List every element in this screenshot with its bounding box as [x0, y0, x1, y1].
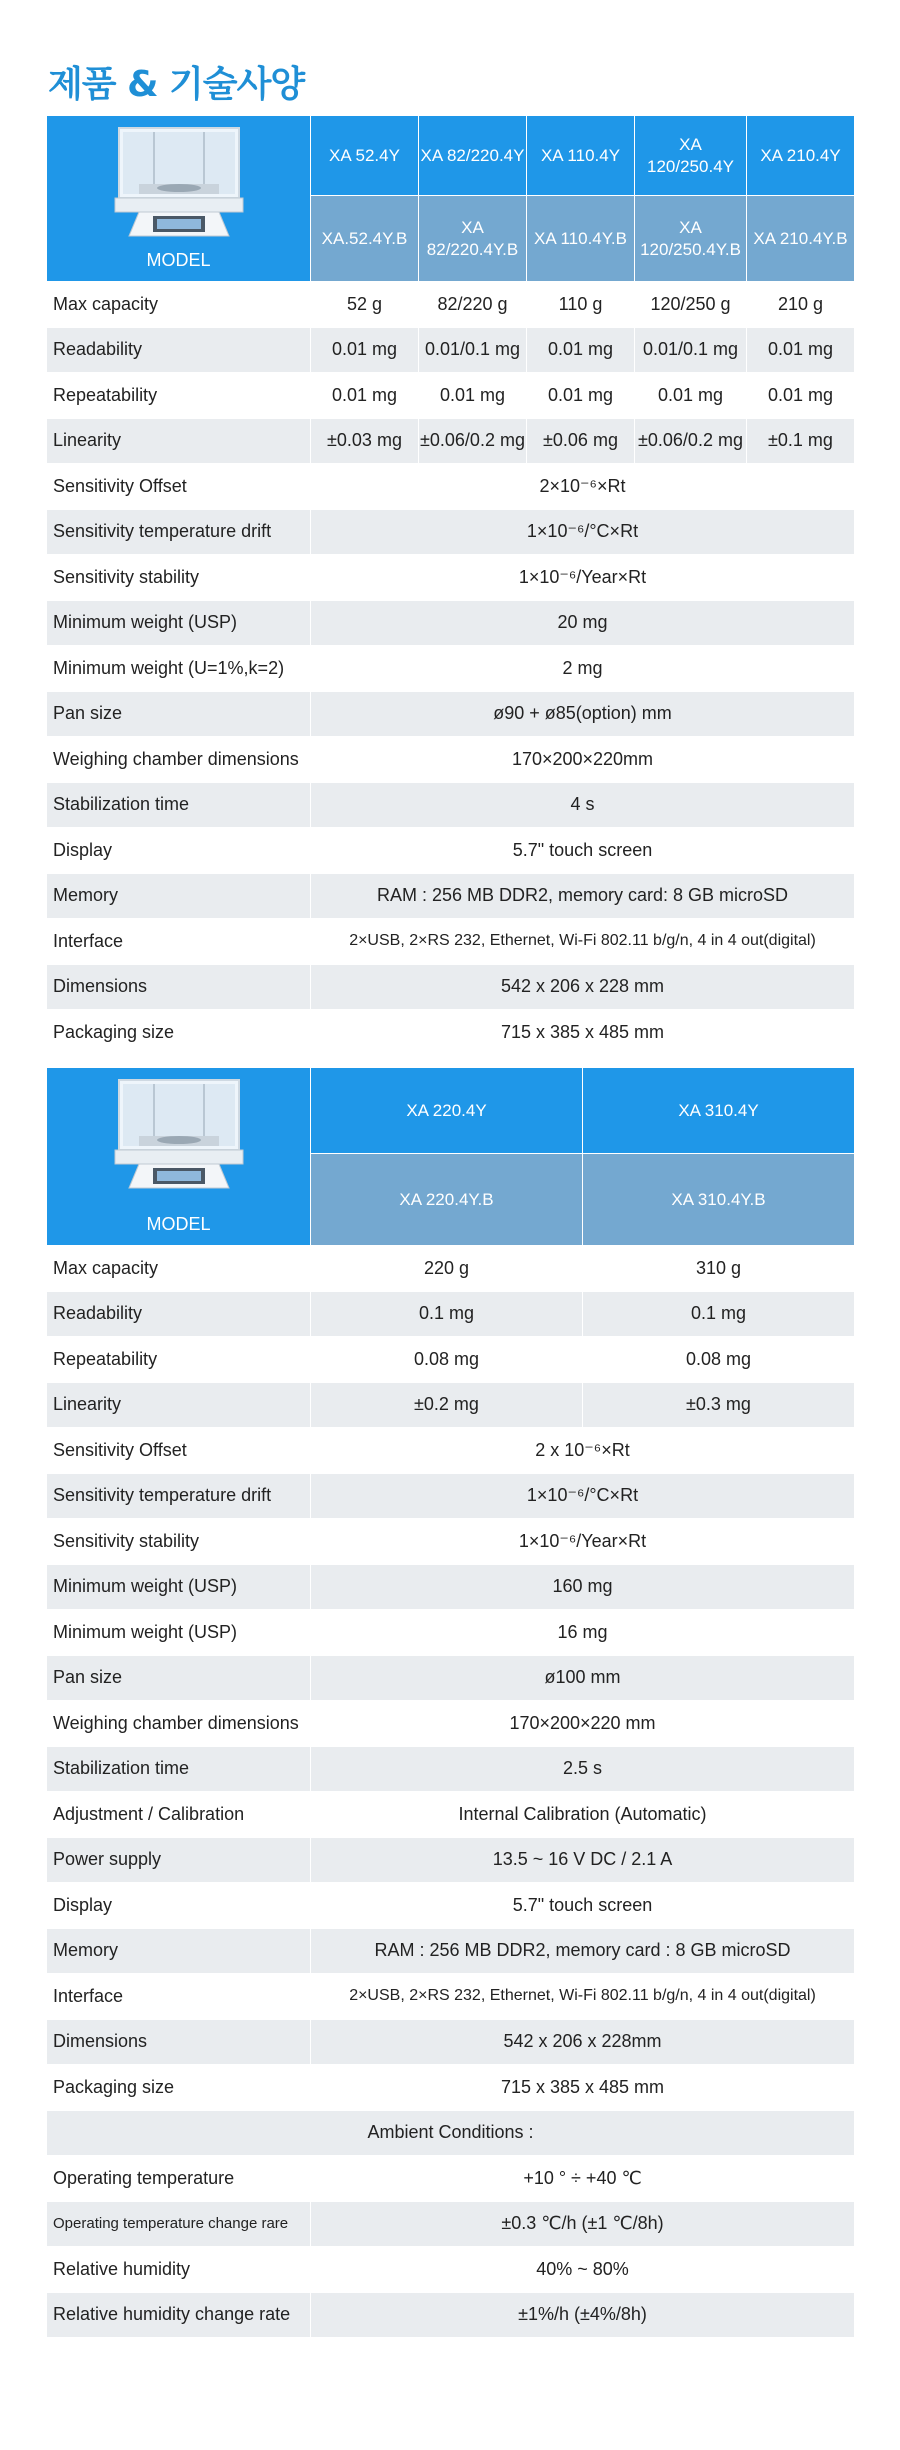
- row-label: Power supply: [47, 1837, 311, 1883]
- model-variant-header: XA 210.4Y.B: [747, 196, 855, 282]
- row-label: Memory: [47, 1928, 311, 1974]
- cell-value: 0.1 mg: [583, 1291, 855, 1337]
- cell-value: 0.01 mg: [747, 373, 855, 419]
- row-label: Display: [47, 828, 311, 874]
- table-row: [47, 782, 855, 828]
- cell-value: ø90 + ø85(option) mm: [311, 691, 855, 737]
- model-variant-header: XA 310.4Y.B: [583, 1154, 855, 1246]
- table-row: [47, 1337, 855, 1383]
- cell-value: RAM : 256 MB DDR2, memory card : 8 GB microSD: [311, 1928, 855, 1974]
- cell-value: 82/220 g: [419, 282, 527, 328]
- cell-value: 0.08 mg: [583, 1337, 855, 1383]
- cell-value: 170×200×220mm: [311, 737, 855, 783]
- row-label: Readability: [47, 327, 311, 373]
- cell-value: 110 g: [527, 282, 635, 328]
- spec-table-1: [46, 115, 855, 1056]
- cell-value: 5.7" touch screen: [311, 1883, 855, 1929]
- row-label: Adjustment / Calibration: [47, 1792, 311, 1838]
- table-row: [47, 1792, 855, 1838]
- cell-value: 40% ~ 80%: [311, 2247, 855, 2293]
- model-label: MODEL: [146, 1214, 211, 1234]
- model-cell: [47, 1068, 311, 1246]
- cell-value: ±0.1 mg: [747, 418, 855, 464]
- cell-value: ±0.2 mg: [311, 1382, 583, 1428]
- cell-value: ±0.06/0.2 mg: [419, 418, 527, 464]
- spec-table-2: [46, 1067, 855, 2338]
- model-variant-header: XA 82/220.4Y.B: [419, 196, 527, 282]
- table-row: [47, 828, 855, 874]
- table-row: [47, 600, 855, 646]
- cell-value: 20 mg: [311, 600, 855, 646]
- cell-value: 1×10⁻⁶/°C×Rt: [311, 509, 855, 555]
- row-label: Operating temperature: [47, 2156, 311, 2202]
- table-row: [47, 737, 855, 783]
- model-label: MODEL: [146, 250, 211, 270]
- table-row: [47, 691, 855, 737]
- cell-value: 0.1 mg: [311, 1291, 583, 1337]
- table-row: [47, 418, 855, 464]
- cell-value: 120/250 g: [635, 282, 747, 328]
- table-row: [47, 509, 855, 555]
- cell-value: 2×USB, 2×RS 232, Ethernet, Wi-Fi 802.11 b/g/n, 4 in 4 out(digital): [311, 919, 855, 965]
- cell-value: 1×10⁻⁶/°C×Rt: [311, 1473, 855, 1519]
- cell-value: 13.5 ~ 16 V DC / 2.1 A: [311, 1837, 855, 1883]
- cell-value: 160 mg: [311, 1564, 855, 1610]
- row-label: Stabilization time: [47, 782, 311, 828]
- model-header: XA 110.4Y: [527, 116, 635, 196]
- cell-value: 542 x 206 x 228mm: [311, 2019, 855, 2065]
- ambient-conditions-heading: Ambient Conditions :: [47, 2110, 855, 2156]
- cell-value: ±0.3 ℃/h (±1 ℃/8h): [311, 2201, 855, 2247]
- row-label: Pan size: [47, 1655, 311, 1701]
- row-label: Max capacity: [47, 1246, 311, 1292]
- row-label: Minimum weight (U=1%,k=2): [47, 646, 311, 692]
- cell-value: 4 s: [311, 782, 855, 828]
- cell-value: 2 mg: [311, 646, 855, 692]
- table-row: [47, 1382, 855, 1428]
- table-row: [47, 555, 855, 601]
- row-label: Weighing chamber dimensions: [47, 1701, 311, 1747]
- model-cell: [47, 116, 311, 282]
- row-label: Sensitivity Offset: [47, 464, 311, 510]
- analytical-balance-icon: [109, 124, 249, 242]
- model-variant-header: XA.52.4Y.B: [311, 196, 419, 282]
- cell-value: ±0.03 mg: [311, 418, 419, 464]
- row-label: Weighing chamber dimensions: [47, 737, 311, 783]
- table-row: [47, 1837, 855, 1883]
- row-label: Packaging size: [47, 1010, 311, 1056]
- row-label: Sensitivity stability: [47, 1519, 311, 1565]
- cell-value: 1×10⁻⁶/Year×Rt: [311, 555, 855, 601]
- table-row: [47, 282, 855, 328]
- model-header: XA 120/250.4Y: [635, 116, 747, 196]
- cell-value: 1×10⁻⁶/Year×Rt: [311, 1519, 855, 1565]
- cell-value: ±0.06/0.2 mg: [635, 418, 747, 464]
- table-row: [47, 873, 855, 919]
- table-row: [47, 1974, 855, 2020]
- table-row: [47, 646, 855, 692]
- table-row: [47, 1473, 855, 1519]
- cell-value: 715 x 385 x 485 mm: [311, 2065, 855, 2111]
- cell-value: 170×200×220 mm: [311, 1701, 855, 1747]
- model-variant-header: XA 220.4Y.B: [311, 1154, 583, 1246]
- row-label: Minimum weight (USP): [47, 600, 311, 646]
- cell-value: Internal Calibration (Automatic): [311, 1792, 855, 1838]
- row-label: Operating temperature change rare: [47, 2201, 311, 2247]
- model-header: XA 210.4Y: [747, 116, 855, 196]
- cell-value: 0.01 mg: [311, 373, 419, 419]
- table-row: [47, 2156, 855, 2202]
- cell-value: +10 ° ÷ +40 ℃: [311, 2156, 855, 2202]
- table-row: [47, 1291, 855, 1337]
- table-row: [47, 2065, 855, 2111]
- row-label: Sensitivity Offset: [47, 1428, 311, 1474]
- analytical-balance-icon: [109, 1076, 249, 1194]
- cell-value: 52 g: [311, 282, 419, 328]
- table-row: [47, 464, 855, 510]
- cell-value: 0.01 mg: [527, 327, 635, 373]
- cell-value: 2.5 s: [311, 1746, 855, 1792]
- cell-value: 220 g: [311, 1246, 583, 1292]
- table-row: [47, 2201, 855, 2247]
- row-label: Readability: [47, 1291, 311, 1337]
- table-row: [47, 1428, 855, 1474]
- row-label: Repeatability: [47, 373, 311, 419]
- cell-value: 2×USB, 2×RS 232, Ethernet, Wi-Fi 802.11 b/g/n, 4 in 4 out(digital): [311, 1974, 855, 2020]
- ambient-header-row: [47, 2110, 855, 2156]
- row-label: Relative humidity change rate: [47, 2292, 311, 2338]
- table-row: [47, 964, 855, 1010]
- model-header: XA 220.4Y: [311, 1068, 583, 1154]
- table-row: [47, 1246, 855, 1292]
- cell-value: 2 x 10⁻⁶×Rt: [311, 1428, 855, 1474]
- row-label: Pan size: [47, 691, 311, 737]
- page-title: 제품 & 기술사양: [48, 64, 305, 105]
- cell-value: RAM : 256 MB DDR2, memory card: 8 GB microSD: [311, 873, 855, 919]
- row-label: Minimum weight (USP): [47, 1564, 311, 1610]
- table-row: [47, 1564, 855, 1610]
- table-row: [47, 1701, 855, 1747]
- cell-value: 542 x 206 x 228 mm: [311, 964, 855, 1010]
- cell-value: ø100 mm: [311, 1655, 855, 1701]
- cell-value: 715 x 385 x 485 mm: [311, 1010, 855, 1056]
- row-label: Dimensions: [47, 964, 311, 1010]
- cell-value: 0.01 mg: [311, 327, 419, 373]
- cell-value: 0.01 mg: [527, 373, 635, 419]
- row-label: Relative humidity: [47, 2247, 311, 2293]
- table-row: [47, 327, 855, 373]
- row-label: Stabilization time: [47, 1746, 311, 1792]
- cell-value: 5.7" touch screen: [311, 828, 855, 874]
- row-label: Repeatability: [47, 1337, 311, 1383]
- cell-value: 0.01/0.1 mg: [635, 327, 747, 373]
- table-row: [47, 2247, 855, 2293]
- row-label: Linearity: [47, 1382, 311, 1428]
- cell-value: 16 mg: [311, 1610, 855, 1656]
- table-row: [47, 2292, 855, 2338]
- row-label: Sensitivity temperature drift: [47, 1473, 311, 1519]
- row-label: Memory: [47, 873, 311, 919]
- cell-value: ±0.3 mg: [583, 1382, 855, 1428]
- cell-value: 210 g: [747, 282, 855, 328]
- table-row: [47, 1519, 855, 1565]
- model-header: XA 82/220.4Y: [419, 116, 527, 196]
- table-row: [47, 1010, 855, 1056]
- table-row: [47, 1883, 855, 1929]
- cell-value: 0.01 mg: [747, 327, 855, 373]
- row-label: Sensitivity stability: [47, 555, 311, 601]
- cell-value: ±0.06 mg: [527, 418, 635, 464]
- model-header: XA 310.4Y: [583, 1068, 855, 1154]
- row-label: Linearity: [47, 418, 311, 464]
- table-row: [47, 1928, 855, 1974]
- cell-value: 0.01 mg: [635, 373, 747, 419]
- cell-value: ±1%/h (±4%/8h): [311, 2292, 855, 2338]
- row-label: Interface: [47, 1974, 311, 2020]
- row-label: Display: [47, 1883, 311, 1929]
- table-row: [47, 2019, 855, 2065]
- model-variant-header: XA 120/250.4Y.B: [635, 196, 747, 282]
- cell-value: 0.01 mg: [419, 373, 527, 419]
- table-row: [47, 1610, 855, 1656]
- row-label: Sensitivity temperature drift: [47, 509, 311, 555]
- table-row: [47, 1655, 855, 1701]
- table-row: [47, 919, 855, 965]
- table-row: [47, 1746, 855, 1792]
- row-label: Interface: [47, 919, 311, 965]
- model-variant-header: XA 110.4Y.B: [527, 196, 635, 282]
- model-header: XA 52.4Y: [311, 116, 419, 196]
- row-label: Dimensions: [47, 2019, 311, 2065]
- row-label: Minimum weight (USP): [47, 1610, 311, 1656]
- cell-value: 0.01/0.1 mg: [419, 327, 527, 373]
- cell-value: 2×10⁻⁶×Rt: [311, 464, 855, 510]
- row-label: Packaging size: [47, 2065, 311, 2111]
- cell-value: 0.08 mg: [311, 1337, 583, 1383]
- table-row: [47, 373, 855, 419]
- cell-value: 310 g: [583, 1246, 855, 1292]
- row-label: Max capacity: [47, 282, 311, 328]
